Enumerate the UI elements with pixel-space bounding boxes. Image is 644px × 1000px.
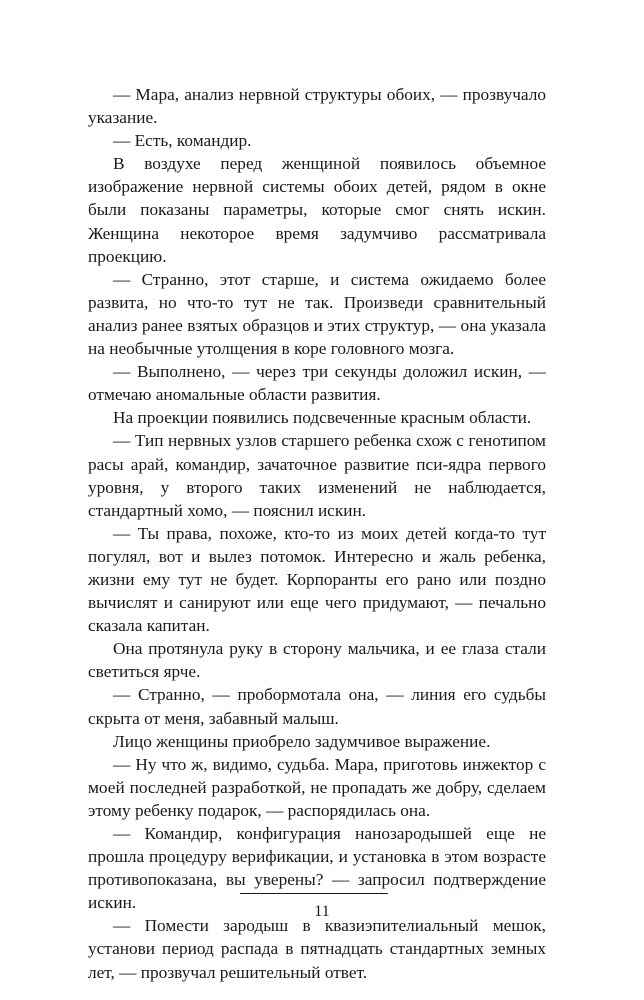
page-number: 11 (314, 903, 330, 920)
paragraph: — Странно, этот старше, и система ожидаемо более развита, но что-то тут не так. Произведи сравнительный анализ ранее взятых образцов и этих структур, — она указала на необычные утолщения в коре головного мозга. (88, 269, 546, 359)
paragraph: — Есть, командир. (113, 131, 252, 151)
paragraph: — Выполнено, — через три секунды доложил искин, — отмечаю аномальные области развития. (88, 362, 546, 405)
paragraph: — Помести зародыш в квазиэпителиальный мешок, установи период распада в пятнадцать стандартных земных лет, — прозвучал решительный ответ. (88, 916, 546, 982)
paragraph: Она протянула руку в сторону мальчика, и ее глаза стали светиться ярче. (88, 639, 546, 682)
page-body-text (88, 83, 546, 984)
paragraph: Лицо женщины приобрело задумчивое выражение. (113, 731, 491, 751)
paragraph: — Ну что ж, видимо, судьба. Мара, приготовь инжектор с моей последней разработкой, не пропадать же добру, сделаем этому ребенку подарок, — распорядилась она. (88, 754, 546, 820)
paragraph: В воздухе перед женщиной появилось объемное изображение нервной системы обоих детей, рядом в окне были показаны параметры, которые смог снять искин. Женщина некоторое время задумчиво рассматривала проекцию. (88, 154, 546, 266)
paragraph: — Ты права, похоже, кто-то из моих детей когда-то тут погулял, вот и вылез потомок. Интересно и жаль ребенка, жизни ему тут не будет. Корпоранты его рано или поздно вычислят и санируют или еще чего придумают, — печально сказала капитан. (88, 523, 546, 636)
paragraph: — Мара, анализ нервной структуры обоих, — прозвучало указание. (88, 85, 546, 128)
paragraph: На проекции появились подсвеченные красным области. (113, 408, 532, 428)
footer-divider (240, 893, 388, 894)
paragraph: — Тип нервных узлов старшего ребенка схож с генотипом расы арай, командир, зачаточное развитие пси-ядра первого уровня, у второго таких изменений не наблюдается, стандартный хомо, — пояснил искин. (88, 431, 546, 520)
paragraph: — Странно, — пробормотала она, — линия его судьбы скрыта от меня, забавный малыш. (88, 685, 546, 728)
paragraph: — Командир, конфигурация нанозародышей еще не прошла процедуру верификации, и установка в этом возрасте противопоказана, вы уверены? — запросил подтверждение искин. (88, 824, 546, 913)
